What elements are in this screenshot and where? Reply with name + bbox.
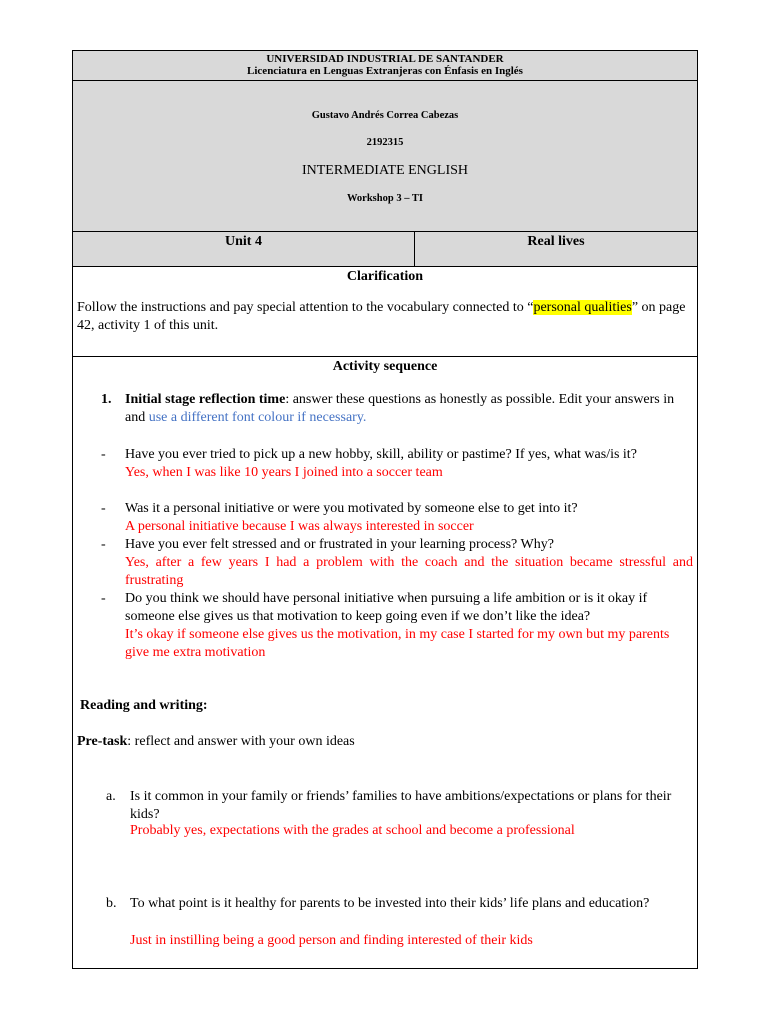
highlighted-term: personal qualities <box>533 300 632 315</box>
answer-2: A personal initiative because I was always interested in soccer <box>125 519 474 534</box>
pretask-instructions: Pre-task: reflect and answer with your own ideas <box>77 734 355 749</box>
clarification-title: Clarification <box>346 269 424 284</box>
student-name: Gustavo Andrés Correa Cabezas <box>311 110 459 121</box>
bullet: - <box>101 591 106 606</box>
question-b: To what point is it healthy for parents to be invested into their kids’ life plans and education? <box>130 896 650 911</box>
bullet: - <box>101 501 106 516</box>
course-title: INTERMEDIATE ENGLISH <box>301 163 469 178</box>
unit-title: Real lives <box>415 232 698 267</box>
workshop-label: Workshop 3 – TI <box>347 193 423 204</box>
student-info <box>73 81 698 232</box>
item1-instructions: Initial stage reflection time: answer these questions as honestly as possible. Edit your answers in and use a different font colour if necessary. <box>125 392 675 425</box>
question-2: Was it a personal initiative or were you motivated by someone else to get into it? <box>125 501 578 516</box>
answer-b: Just in instilling being a good person and finding interested of their kids <box>130 933 533 948</box>
item1-blue-note: use a different font colour if necessary. <box>148 410 367 425</box>
bullet: - <box>101 447 106 462</box>
answer-a: Probably yes, expectations with the grades at school and become a professional <box>130 823 575 838</box>
answer-1: Yes, when I was like 10 years I joined into a soccer team <box>125 465 443 480</box>
program-name: Licenciatura en Lenguas Extranjeras con Énfasis en Inglés <box>247 65 523 77</box>
worksheet-table <box>72 50 698 969</box>
question-a: Is it common in your family or friends’ families to have ambitions/expectations or plans for their kids? <box>130 789 672 822</box>
student-code: 2192315 <box>366 137 404 148</box>
document-page <box>72 50 697 968</box>
item1-number: 1. <box>101 392 112 407</box>
question-3: Have you ever felt stressed and or frustrated in your learning process? Why? <box>125 537 554 552</box>
question-1: Have you ever tried to pick up a new hobby, skill, ability or pastime? If yes, what was/is it? <box>125 447 637 462</box>
activity-title: Activity sequence <box>332 359 438 374</box>
answer-4: It’s okay if someone else gives us the motivation, in my case I started for my own but my parents give me extra motivation <box>125 627 670 660</box>
activity-section <box>73 357 698 969</box>
clarification-section <box>73 267 698 357</box>
list-letter: a. <box>106 789 116 804</box>
reading-writing-title: Reading and writing: <box>80 698 208 713</box>
university-name: UNIVERSIDAD INDUSTRIAL DE SANTANDER <box>266 53 504 65</box>
bullet: - <box>101 537 106 552</box>
clarification-text: Follow the instructions and pay special attention to the vocabulary connected to “personal qualities” on page 42, activity 1 of this unit. <box>77 300 686 333</box>
list-letter: b. <box>106 896 117 911</box>
answer-3: Yes, after a few years I had a problem with the coach and the situation became stressful and frustrating <box>125 555 693 588</box>
question-4: Do you think we should have personal initiative when pursuing a life ambition or is it okay if someone else gives us that motivation to keep going even if we don’t like the idea? <box>125 591 648 624</box>
unit-number: Unit 4 <box>73 232 415 267</box>
university-header <box>73 51 698 81</box>
